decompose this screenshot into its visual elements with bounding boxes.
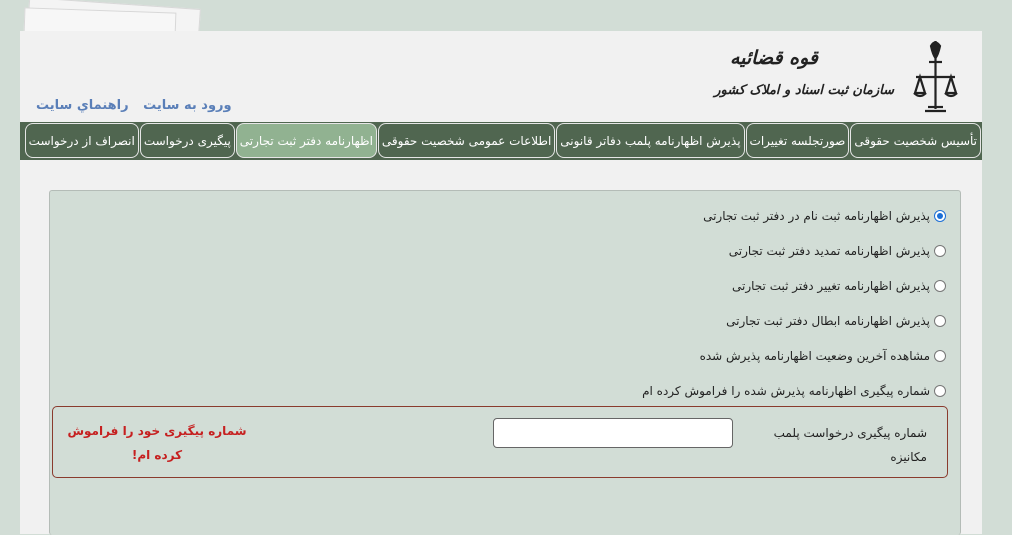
option-renew-commercial-book[interactable] — [729, 244, 946, 258]
radio-button[interactable] — [934, 350, 946, 362]
scales-of-justice-emblem-icon — [913, 37, 958, 117]
option-label: پذیرش اظهارنامه تمدید دفتر ثبت تجارتی — [728, 244, 930, 258]
option-register-commercial-book[interactable] — [703, 209, 946, 223]
organization-name — [700, 43, 900, 117]
org-title-registration: سازمان ثبت اسناد و املاک کشور — [714, 83, 894, 98]
tab-establish-legal-entity[interactable]: تأسیس شخصیت حقوقی — [850, 123, 981, 158]
radio-button[interactable] — [934, 210, 946, 222]
tab-cancel-request[interactable]: انصراف از درخواست — [25, 123, 139, 158]
option-label: پذیرش اظهارنامه تغییر دفتر ثبت تجارتی — [732, 279, 930, 293]
site-guide-link[interactable]: راهنماي سايت — [36, 98, 129, 113]
option-forgot-tracking-number[interactable] — [642, 384, 946, 398]
radio-button[interactable] — [934, 315, 946, 327]
page-container — [20, 31, 982, 534]
tab-change-minutes[interactable]: صورتجلسه تغییرات — [746, 123, 850, 158]
option-change-commercial-book[interactable] — [732, 279, 946, 293]
org-title-judiciary: قوه قضائیه — [729, 47, 818, 69]
tracking-number-label: شماره پیگیری درخواست پلمب مکانیزه — [773, 426, 927, 464]
radio-button[interactable] — [934, 245, 946, 257]
tab-legal-books-seal[interactable]: پذیرش اظهارنامه پلمب دفاتر قانونی — [556, 123, 744, 158]
tab-track-request[interactable]: پیگیری درخواست — [140, 123, 235, 158]
declaration-options-panel — [49, 190, 961, 535]
top-links — [26, 98, 232, 113]
tracking-number-input[interactable] — [493, 418, 733, 448]
forgot-tracking-link[interactable]: شماره پیگیری خود را فراموش کرده ام! — [67, 424, 247, 462]
login-link[interactable]: ورود به سایت — [143, 98, 232, 113]
option-view-latest-status[interactable] — [700, 349, 946, 363]
radio-button[interactable] — [934, 385, 946, 397]
radio-button[interactable] — [934, 280, 946, 292]
tab-legal-entity-info[interactable]: اطلاعات عمومی شخصیت حقوقی — [378, 123, 555, 158]
main-nav-bar — [20, 122, 982, 160]
option-label: پذیرش اظهارنامه ابطال دفتر ثبت تجارتی — [726, 314, 930, 328]
nav-tabs — [25, 123, 981, 158]
tab-commercial-register-declaration[interactable]: اظهارنامه دفتر ثبت تجارتی — [236, 123, 377, 158]
site-header — [20, 31, 982, 122]
option-label: پذیرش اظهارنامه ثبت نام در دفتر ثبت تجارتی — [703, 209, 930, 223]
option-label: مشاهده آخرین وضعیت اظهارنامه پذیرش شده — [699, 349, 930, 363]
option-cancel-commercial-book[interactable] — [726, 314, 946, 328]
tracking-number-box — [52, 406, 948, 478]
option-label: شماره پیگیری اظهارنامه پذیرش شده را فراموش کرده ام — [642, 384, 930, 398]
